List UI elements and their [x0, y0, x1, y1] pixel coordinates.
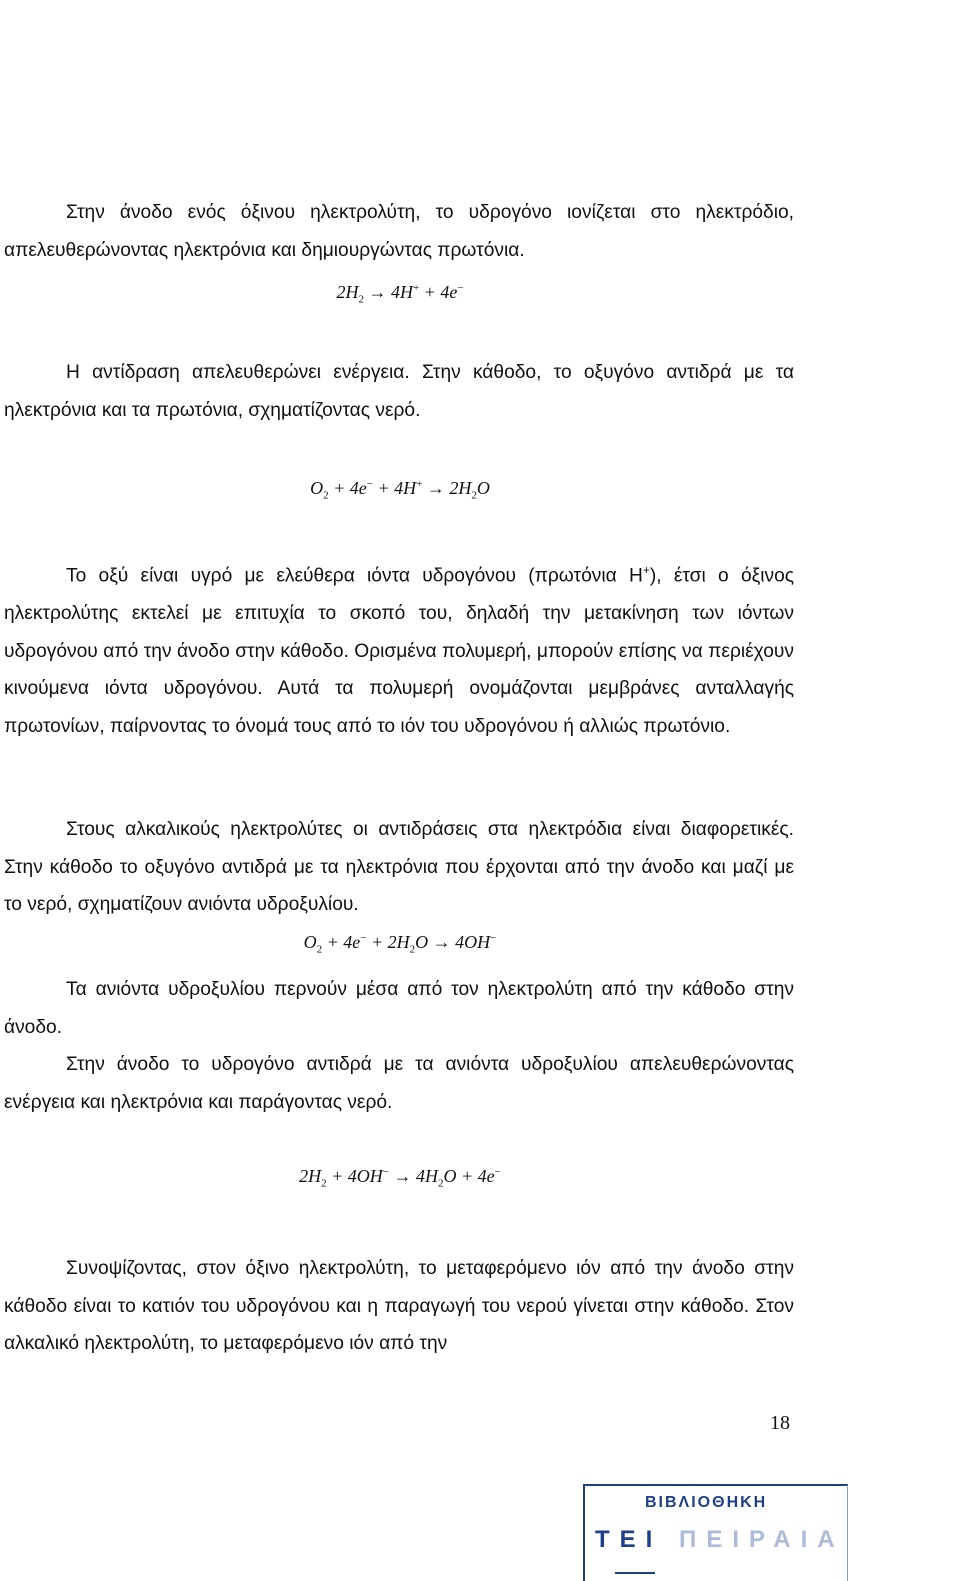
- paragraph-energy-release: Η αντίδραση απελευθερώνει ενέργεια. Στην κάθοδο, το οξυγόνο αντιδρά με τα ηλεκτρόνια και τα πρωτόνια, σχηματίζοντας νερό.: [4, 362, 794, 421]
- equation-hydrogen-oxidation-alkaline: $2H_2 + 4OH^- \to 4H_2O + 4e^-$: [299, 1166, 501, 1190]
- paragraph-alkaline-electrolyte: Στους αλκαλικούς ηλεκτρολύτες οι αντιδράσεις στα ηλεκτρόδια είναι διαφορετικές. Στην κάθοδο το οξυγόνο αντιδρά με τα ηλεκτρόνια που έρχονται από την άνοδο και μαζί με το νερό, σχηματίζουν ανιόντα υδροξυλίου.: [4, 819, 794, 916]
- paragraph-alkaline-anode: Στην άνοδο το υδρογόνο αντιδρά με τα ανιόντα υδροξυλίου απελευθερώνοντας ενέργεια και ηλεκτρόνια και παράγοντας νερό.: [4, 1054, 794, 1113]
- paragraph-hydroxyl-transport: Τα ανιόντα υδροξυλίου περνούν μέσα από τον ηλεκτρολύτη από την κάθοδο στην άνοδο.: [4, 979, 794, 1038]
- paragraph-summary: Συνοψίζοντας, στον όξινο ηλεκτρολύτη, το μεταφερόμενο ιόν από την άνοδο στην κάθοδο είναι το κατιόν του υδρογόνου και η παραγωγή του νερού γίνεται στην κάθοδο. Στον αλκαλικό ηλεκτρολύτη, το μεταφερόμενο ιόν από την: [4, 1258, 794, 1355]
- paragraph-acid-electrolyte: Το οξύ είναι υγρό με ελεύθερα ιόντα υδρογόνου (πρωτόνια H+), έτσι ο όξινος ηλεκτρολύτης εκτελεί με επιτυχία το σκοπό του, δηλαδή την μετακίνηση των ιόντων υδρογόνου από την άνοδο στην κάθοδο. Ορισμένα πολυμερή, μπορούν επίσης να περιέχουν κινούμενα ιόντα υδρογόνου. Αυτά τα πολυμερή ονομάζονται μεμβράνες ανταλλαγής πρωτονίων, παίρνοντας το όνομά τους από το ιόν του υδρογόνου ή αλλιώς πρωτόνιο.: [4, 563, 795, 737]
- library-stamp: [583, 1484, 848, 1581]
- equation-oxygen-reduction-acid: $O_2 + 4e^- + 4H^+ \to 2H_2O$: [310, 478, 490, 502]
- paragraph-acid-anode: Στην άνοδο ενός όξινου ηλεκτρολύτη, το υδρογόνο ιονίζεται στο ηλεκτρόδιο, απελευθερώνοντας ηλεκτρόνια και δημιουργώντας πρωτόνια.: [4, 202, 794, 261]
- page-number: 18: [770, 1412, 790, 1434]
- stamp-name: ΤΕΙ ΠΕΙΡΑΙΑ: [595, 1526, 845, 1553]
- stamp-title: ΒΙΒΛΙΟΘΗΚΗ: [645, 1494, 768, 1511]
- equation-hydrogen-oxidation: $2H_2 \to 4H^+ + 4e^-$: [336, 282, 464, 306]
- equation-oxygen-reduction-alkaline: $O_2 + 4e^- + 2H_2O \to 4OH^-$: [303, 932, 497, 956]
- stamp-underline: [615, 1572, 655, 1574]
